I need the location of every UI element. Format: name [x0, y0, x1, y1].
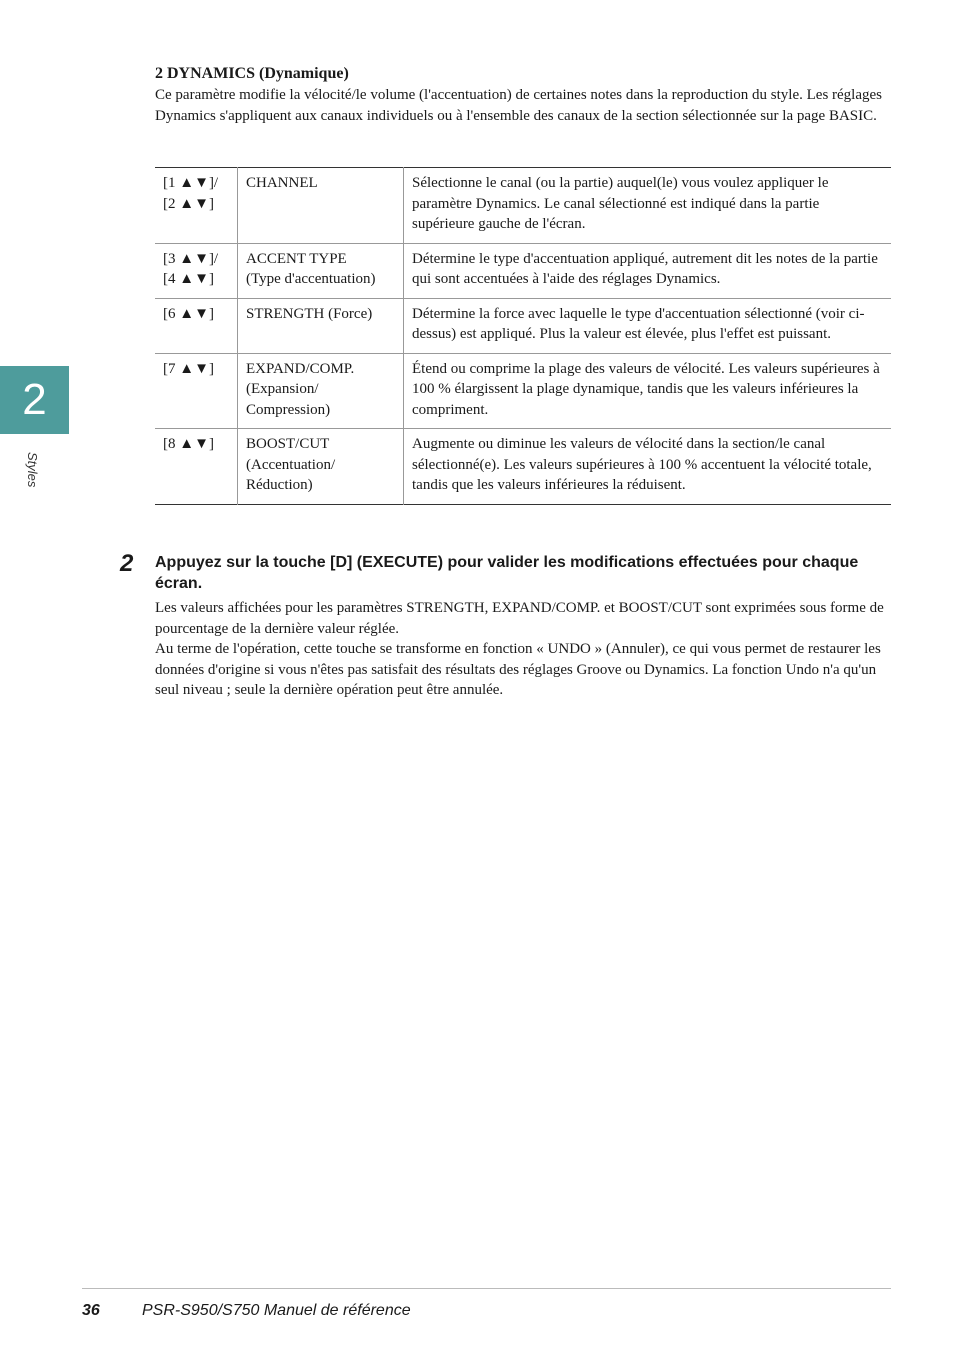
chapter-label: Styles	[25, 452, 40, 488]
param-description: Détermine le type d'accentuation appliqué, autrement dit les notes de la partie qui sont accentuées à l'aide des réglages Dynamics.	[404, 243, 892, 298]
step-title: Appuyez sur la touche [D] (EXECUTE) pour valider les modifications effectuées pour chaque écran.	[155, 554, 859, 592]
param-name: STRENGTH (Force)	[238, 298, 404, 353]
param-name: EXPAND/COMP. (Expansion/ Compression)	[238, 353, 404, 429]
manual-title: PSR-S950/S750 Manuel de référence	[142, 1302, 411, 1319]
param-buttons: [6 ▲▼]	[155, 298, 238, 353]
section-title: 2 DYNAMICS (Dynamique)	[155, 65, 349, 82]
param-buttons: [3 ▲▼]/ [4 ▲▼]	[155, 243, 238, 298]
section-intro: Ce paramètre modifie la vélocité/le volume (l'accentuation) de certaines notes dans la reproduction du style. Les réglages Dynamics s'appliquent aux canaux individuels ou à l'ensemble des canaux de la section sélectionnée sur la page BASIC.	[155, 87, 883, 124]
step-paragraph: Au terme de l'opération, cette touche se transforme en fonction « UNDO » (Annuler), ce qui vous permet de restaurer les données d'origine si vous n'êtes pas satisfait des résultats des réglages Groove ou Dynamics. La fonction Undo n'a qu'un seul niveau ; seule la dernière opération peut être annulée.	[155, 641, 881, 698]
param-description: Augmente ou diminue les valeurs de vélocité dans la section/le canal sélectionné(e). Les valeurs supérieures à 100 % accentuent la vélocité totale, tandis que les valeurs inférieures la réduisent.	[404, 429, 892, 505]
step-body	[155, 598, 891, 701]
param-description: Détermine la force avec laquelle le type d'accentuation sélectionné (voir ci-dessus) est appliqué. Plus la valeur est élevée, plus l'effet est puissant.	[404, 298, 892, 353]
param-buttons: [7 ▲▼]	[155, 353, 238, 429]
step-paragraph: Les valeurs affichées pour les paramètres STRENGTH, EXPAND/COMP. et BOOST/CUT sont exprimées sous forme de pourcentage de la dernière valeur réglée.	[155, 600, 884, 637]
chapter-tab: 2	[0, 366, 69, 434]
step-number: 2	[120, 550, 134, 577]
footer-divider	[82, 1288, 891, 1289]
parameter-table	[155, 167, 891, 505]
step-2	[120, 552, 891, 701]
table-row	[155, 429, 891, 505]
table-row	[155, 168, 891, 244]
table-row	[155, 243, 891, 298]
page-footer	[82, 1302, 411, 1320]
param-name: ACCENT TYPE (Type d'accentuation)	[238, 243, 404, 298]
param-name: BOOST/CUT (Accentuation/ Réduction)	[238, 429, 404, 505]
table-row	[155, 298, 891, 353]
param-description: Étend ou comprime la plage des valeurs de vélocité. Les valeurs supérieures à 100 % élargissent la plage dynamique, tandis que les valeurs inférieures la compriment.	[404, 353, 892, 429]
table-row	[155, 353, 891, 429]
param-buttons: [1 ▲▼]/ [2 ▲▼]	[155, 168, 238, 244]
param-buttons: [8 ▲▼]	[155, 429, 238, 505]
param-name: CHANNEL	[238, 168, 404, 244]
section-dynamics	[155, 64, 891, 126]
param-description: Sélectionne le canal (ou la partie) auquel(le) vous voulez appliquer le paramètre Dynamics. Le canal sélectionné est indiqué dans la partie supérieure gauche de l'écran.	[412, 175, 829, 232]
page-number: 36	[82, 1302, 100, 1319]
